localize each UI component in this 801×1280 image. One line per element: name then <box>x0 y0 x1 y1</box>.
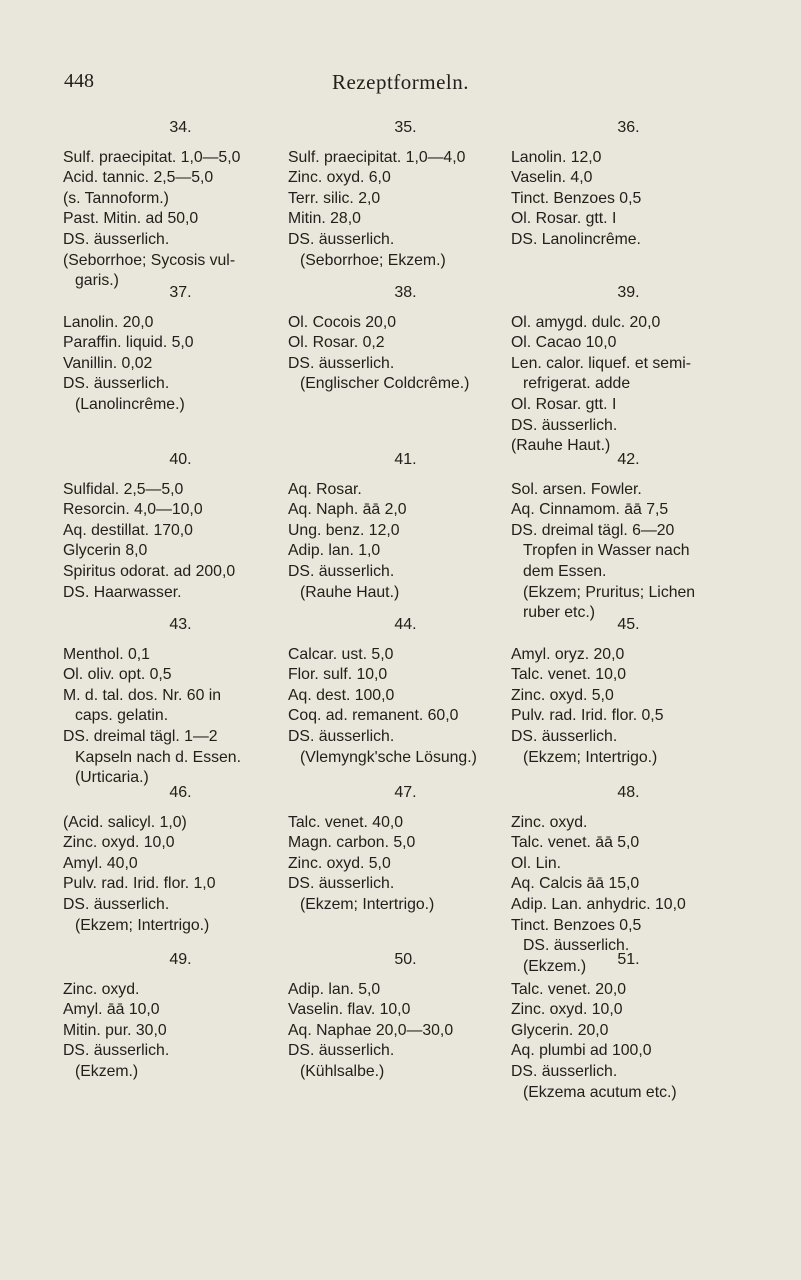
recipe-line: (Rauhe Haut.) <box>300 583 400 601</box>
recipe-line: Ol. Lin. <box>511 854 562 872</box>
recipe-line: Amyl. oryz. 20,0 <box>511 645 625 663</box>
recipe-40 <box>63 450 298 603</box>
recipe-line: (s. Tannoform.) <box>63 189 169 207</box>
recipe-line: Mitin. 28,0 <box>288 210 361 228</box>
recipe-number: 39. <box>617 284 640 301</box>
recipe-line: Ol. oliv. opt. 0,5 <box>63 666 172 684</box>
recipe-line: Zinc. oxyd. 10,0 <box>63 834 175 852</box>
recipe-number: 42. <box>617 451 640 468</box>
recipe-line: (Ekzem.) <box>523 957 587 975</box>
recipe-line: Spiritus odorat. ad 200,0 <box>63 562 236 580</box>
recipe-number: 44. <box>394 616 417 633</box>
recipe-line: caps. gelatin. <box>75 707 169 725</box>
recipe-line: DS. dreimal tägl. 6—20 <box>511 521 675 539</box>
recipe-line: (Seborrhoe; Sycosis vul- <box>63 251 236 269</box>
recipe-line: Zinc. oxyd. 5,0 <box>511 686 614 704</box>
recipe-line: Ol. Rosar. 0,2 <box>288 334 385 352</box>
page-header <box>0 70 801 100</box>
recipe-line: Vanillin. 0,02 <box>63 354 153 372</box>
recipe-line: DS. äusserlich. <box>63 375 170 393</box>
recipe-line: Sulfidal. 2,5—5,0 <box>63 480 184 498</box>
recipe-number: 47. <box>394 784 417 801</box>
recipe-line: Glycerin. 20,0 <box>511 1021 609 1039</box>
recipe-line: Zinc. oxyd. 10,0 <box>511 1001 623 1019</box>
recipe-line: Adip. lan. 5,0 <box>288 980 381 998</box>
recipe-line: M. d. tal. dos. Nr. 60 in <box>63 686 222 704</box>
recipe-line: Aq. destillat. 170,0 <box>63 521 193 539</box>
recipe-line: DS. äusserlich. <box>288 354 395 372</box>
recipe-line: Glycerin 8,0 <box>63 542 148 560</box>
recipe-line: (Ekzem.) <box>75 1062 139 1080</box>
recipe-line: Zinc. oxyd. <box>511 813 588 831</box>
recipe-line: DS. Lanolincrême. <box>511 230 641 248</box>
recipe-line: Terr. silic. 2,0 <box>288 189 381 207</box>
recipe-number: 34. <box>169 119 192 136</box>
recipe-line: DS. äusserlich. <box>63 895 170 913</box>
recipe-line: Zinc. oxyd. 6,0 <box>288 169 391 187</box>
recipe-line: DS. äusserlich. <box>288 562 395 580</box>
recipe-line: Ol. Cocois 20,0 <box>288 313 396 331</box>
recipe-line: Ung. benz. 12,0 <box>288 521 400 539</box>
recipe-44 <box>288 615 523 768</box>
recipe-line: DS. äusserlich. <box>63 230 170 248</box>
recipe-line: Zinc. oxyd. 5,0 <box>288 854 391 872</box>
recipe-line: Vaselin. flav. 10,0 <box>288 1001 411 1019</box>
recipe-line: Sulf. praecipitat. 1,0—4,0 <box>288 148 466 166</box>
recipe-line: ruber etc.) <box>523 604 595 622</box>
recipe-number: 49. <box>169 951 192 968</box>
recipe-number: 51. <box>617 951 640 968</box>
recipe-line: (Lanolincrême.) <box>75 395 185 413</box>
recipe-37 <box>63 283 298 416</box>
recipe-line: Aq. Cinnamom. āā 7,5 <box>511 501 669 519</box>
recipe-line: (Englischer Coldcrême.) <box>300 375 470 393</box>
recipe-number: 48. <box>617 784 640 801</box>
recipe-number: 46. <box>169 784 192 801</box>
recipe-line: Flor. sulf. 10,0 <box>288 666 388 684</box>
recipe-line: Lanolin. 12,0 <box>511 148 602 166</box>
recipe-line: Tinct. Benzoes 0,5 <box>511 189 642 207</box>
recipe-line: DS. äusserlich. <box>523 937 630 955</box>
recipe-line: (Acid. salicyl. 1,0) <box>63 813 187 831</box>
recipe-line: (Ekzem; Intertrigo.) <box>300 895 435 913</box>
recipe-number: 35. <box>394 119 417 136</box>
recipe-42 <box>511 450 746 624</box>
recipe-line: Talc. venet. 10,0 <box>511 666 627 684</box>
recipe-line: DS. äusserlich. <box>288 875 395 893</box>
recipe-48 <box>511 783 746 977</box>
recipe-43 <box>63 615 298 789</box>
recipe-line: (Vlemyngk'sche Lösung.) <box>300 748 477 766</box>
recipe-line: Aq. Naph. āā 2,0 <box>288 501 407 519</box>
recipe-47 <box>288 783 523 916</box>
recipe-line: DS. äusserlich. <box>288 727 395 745</box>
recipe-50 <box>288 950 523 1083</box>
recipe-number: 45. <box>617 616 640 633</box>
recipe-number: 38. <box>394 284 417 301</box>
recipe-line: Coq. ad. remanent. 60,0 <box>288 707 459 725</box>
recipe-line: Sulf. praecipitat. 1,0—5,0 <box>63 148 241 166</box>
recipe-line: Amyl. 40,0 <box>63 854 138 872</box>
recipe-46 <box>63 783 298 936</box>
page-number: 448 <box>64 70 94 92</box>
recipe-line: refrigerat. adde <box>523 375 631 393</box>
recipe-line: Menthol. 0,1 <box>63 645 150 663</box>
recipe-line: Paraffin. liquid. 5,0 <box>63 334 194 352</box>
recipe-line: (Seborrhoe; Ekzem.) <box>300 251 446 269</box>
recipe-line: Len. calor. liquef. et semi- <box>511 354 691 372</box>
recipe-line: DS. dreimal tägl. 1—2 <box>63 727 218 745</box>
recipe-line: Pulv. rad. Irid. flor. 1,0 <box>63 875 216 893</box>
recipe-line: dem Essen. <box>523 562 607 580</box>
recipe-line: Talc. venet. āā 5,0 <box>511 834 640 852</box>
recipe-line: garis.) <box>75 272 119 290</box>
recipe-36 <box>511 118 746 251</box>
recipe-line: (Ekzem; Pruritus; Lichen <box>523 583 696 601</box>
recipe-line: Sol. arsen. Fowler. <box>511 480 642 498</box>
recipe-line: Mitin. pur. 30,0 <box>63 1021 167 1039</box>
recipe-45 <box>511 615 746 768</box>
recipe-line: Aq. plumbi ad 100,0 <box>511 1042 652 1060</box>
recipe-line: (Kühlsalbe.) <box>300 1062 385 1080</box>
recipe-line: (Ekzem; Intertrigo.) <box>75 916 210 934</box>
recipe-line: DS. äusserlich. <box>288 1042 395 1060</box>
recipe-line: Aq. Calcis āā 15,0 <box>511 875 640 893</box>
recipe-line: (Ekzem; Intertrigo.) <box>523 748 658 766</box>
recipe-line: DS. äusserlich. <box>63 1042 170 1060</box>
recipe-line: (Ekzema acutum etc.) <box>523 1083 677 1101</box>
recipe-line: (Urticaria.) <box>75 769 149 787</box>
recipe-line: Talc. venet. 20,0 <box>511 980 627 998</box>
recipe-line: DS. Haarwasser. <box>63 583 182 601</box>
recipe-number: 37. <box>169 284 192 301</box>
recipe-line: Acid. tannic. 2,5—5,0 <box>63 169 214 187</box>
recipe-line: Ol. Rosar. gtt. I <box>511 210 617 228</box>
recipe-line: Calcar. ust. 5,0 <box>288 645 394 663</box>
running-title: Rezeptformeln. <box>331 70 470 94</box>
recipe-number: 50. <box>394 951 417 968</box>
recipe-line: Talc. venet. 40,0 <box>288 813 404 831</box>
recipe-line: Zinc. oxyd. <box>63 980 140 998</box>
recipe-line: DS. äusserlich. <box>288 230 395 248</box>
recipe-line: (Rauhe Haut.) <box>511 437 611 455</box>
recipe-number: 40. <box>169 451 192 468</box>
recipe-line: Resorcin. 4,0—10,0 <box>63 501 203 519</box>
recipe-number: 41. <box>394 451 417 468</box>
recipe-line: Ol. Cacao 10,0 <box>511 334 617 352</box>
recipe-line: DS. äusserlich. <box>511 416 618 434</box>
recipe-line: Pulv. rad. Irid. flor. 0,5 <box>511 707 664 725</box>
recipe-line: Aq. Rosar. <box>288 480 362 498</box>
recipe-line: Kapseln nach d. Essen. <box>75 748 241 766</box>
recipe-line: Magn. carbon. 5,0 <box>288 834 416 852</box>
recipe-line: Aq. dest. 100,0 <box>288 686 395 704</box>
recipe-line: DS. äusserlich. <box>511 1062 618 1080</box>
recipe-line: Tropfen in Wasser nach <box>523 542 690 560</box>
recipe-line: Past. Mitin. ad 50,0 <box>63 210 199 228</box>
recipe-line: Amyl. āā 10,0 <box>63 1001 160 1019</box>
recipe-line: DS. äusserlich. <box>511 727 618 745</box>
recipe-line: Ol. Rosar. gtt. I <box>511 395 617 413</box>
recipe-line: Adip. lan. 1,0 <box>288 542 381 560</box>
recipe-49 <box>63 950 298 1083</box>
recipe-line: Vaselin. 4,0 <box>511 169 593 187</box>
recipe-35 <box>288 118 523 271</box>
recipe-number: 43. <box>169 616 192 633</box>
recipe-51 <box>511 950 746 1103</box>
recipe-39 <box>511 283 746 457</box>
recipe-line: Adip. Lan. anhydric. 10,0 <box>511 895 686 913</box>
recipe-line: Lanolin. 20,0 <box>63 313 154 331</box>
recipe-41 <box>288 450 523 603</box>
recipe-line: Tinct. Benzoes 0,5 <box>511 916 642 934</box>
recipe-line: Ol. amygd. dulc. 20,0 <box>511 313 661 331</box>
recipe-38 <box>288 283 523 395</box>
recipe-34 <box>63 118 298 292</box>
recipe-number: 36. <box>617 119 640 136</box>
recipe-line: Aq. Naphae 20,0—30,0 <box>288 1021 454 1039</box>
